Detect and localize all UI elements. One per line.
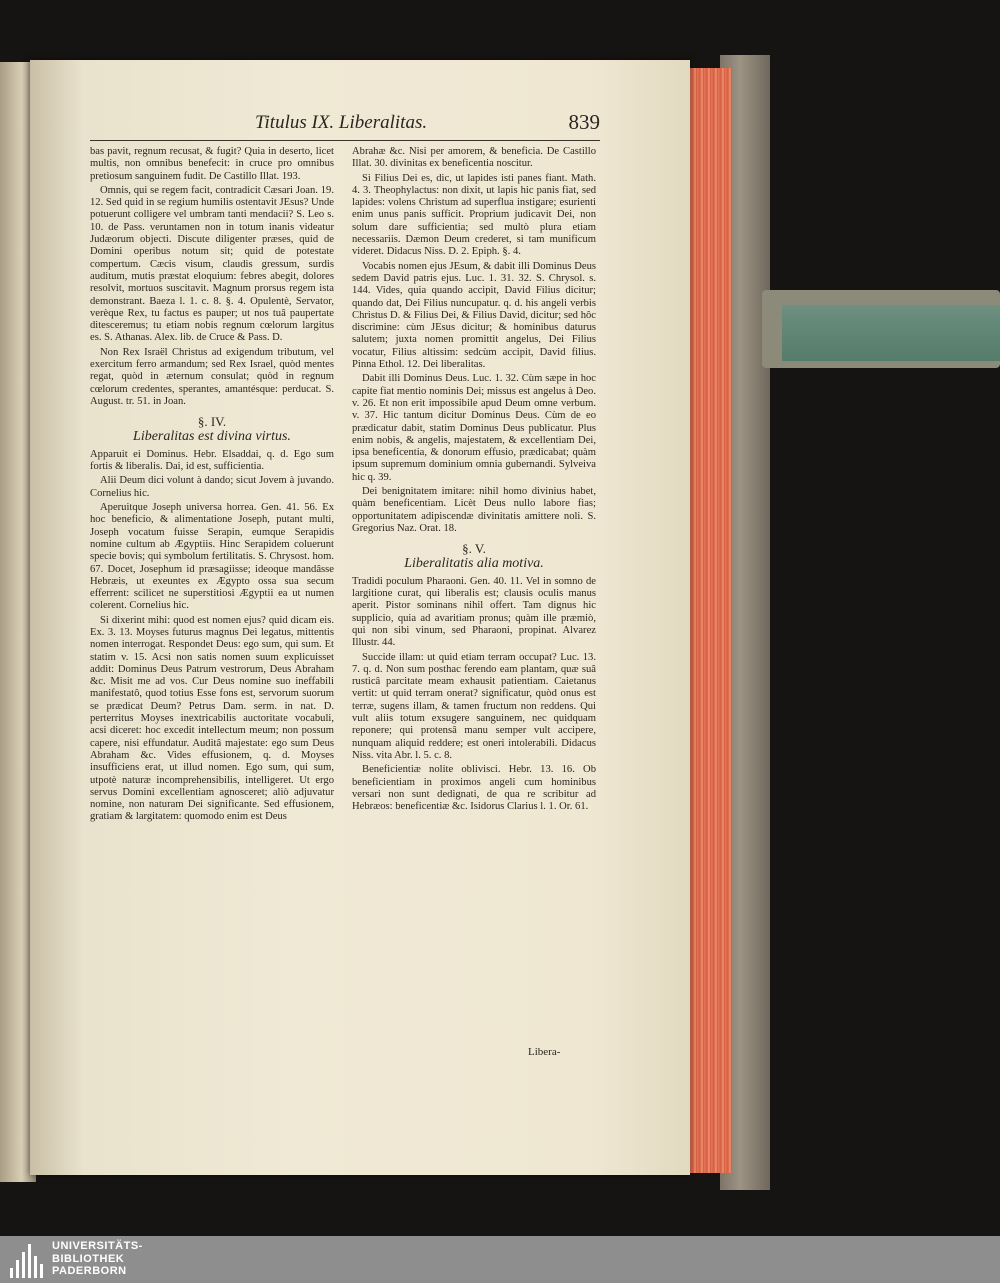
catchword: Libera- [528,1046,561,1058]
paragraph: Tradidi poculum Pharaoni. Gen. 40. 11. Vel in somno de largitione curat, qui liberalis est; clausis oculis manus aperit. Pistor sominans nihil offert. Tam dignus hic supplicio, quia ad avaritiam pronus; quàm ille præmiò, qui non sibi vinum, sed Pharaoni, propinat. Alvarez Illustr. 44. [352,575,596,649]
paragraph: Si Filius Dei es, dic, ut lapides isti panes fiant. Math. 4. 3. Theophylactus: non dixit, ut lapis hic panis fiat, sed lapides: volens Christum ad superflua instigare; esurienti enim unus panis sufficit. Proprium judicavit Dei, non solum dare sufficientia; sed multò plura etiam necessariis. Dæmon Deum crederet, si tam munificum videret. Didacus Niss. D. 2. Epiph. §. 4. [352,172,596,258]
paragraph: Succide illam: ut quid etiam terram occupat? Luc. 13. 7. q. d. Non sum posthac ferendo eam plantam, quæ suâ rusticâ parcitate meam exhausit patientiam. Caietanus vertit: ut quid terram onerat? significatur, quòd onus est terræ, sugens illam, & tamen fructum non reddens. Qui vult aliis totum exsugere sanguinem, nec quidquam reponere; qui protensâ manu semper vult accipere, nunquam aliquid reddere; est oneri intolerabili. Didacus Niss. vita Abr. l. 5. c. 8. [352,651,596,761]
paragraph: Alii Deum dici volunt à dando; sicut Jovem à juvando. Cornelius hic. [90,475,334,499]
section-title: Liberalitas est divina virtus. [133,428,291,444]
paragraph: bas pavit, regnum recusat, & fugit? Quia in deserto, licet multis, non omnibus benefecit: in cruce pro omnibus pretiosum sanguinem fudit. De Castillo Illat. 193. [90,146,334,182]
section-number: §. V. [462,541,486,557]
paragraph: Non Rex Israël Christus ad exigendum tributum, vel exercitum ferro armandum; sed Rex Israel, quòd mentes regat, quòd in æternum consulat; quòd in regnum cœlorum credentes, sperantes, amantésque: perducat. S. August. tr. 51. in Joan. [90,346,334,407]
library-name: UNIVERSITÄTS- BIBLIOTHEK PADERBORN [52,1240,143,1277]
section-title: Liberalitatis alia motiva. [404,555,544,571]
paragraph: Aperuitque Joseph universa horrea. Gen. 41. 56. Ex hoc beneficio, & alimentatione Joseph, putant multi, Joseph vocatum fuisse Serapin, eumque Serapidis nomine cultum ab Ægyptiis. Hinc Serapidem coluerunt specie bovis; qui symbolum fertilitatis. S. Chrysost. hom. 67. Docet, Josephum id præsagiisse; ideoque mandâsse Hebræis, ut exeuntes ex Ægypto ossa sua secum efferrent: scilicet ne superstitiosi Ægyptii ea ut numen colerent. Cornelius hic. [90,502,334,612]
clasp-strap [782,305,1000,361]
library-logo-icon [8,1242,44,1278]
paragraph: Si dixerint mihi: quod est nomen ejus? quid dicam eis. Ex. 3. 13. Moyses futurus magnus Dei legatus, mittentis nomen interrogat. Respondet Deus: ego sum, qui sum. Et statim v. 15. Acsi non satis nomen suum explicuisset addit: Dominus Deus Patrum vestrorum, Deus Abraham &c. Misit me ad vos. Cur Deus nomine suo ineffabili manifestatô, quod totius Esse fons est, servorum suorum se prædicat Deum? Petrus Dam. serm. in nat. D. perterritus Moyses inextricabilis auctoritate vocabuli, acsi diceret: hoc excedit intellectum meum; non possum capere, nisi effundatur. Auditâ majestate: ego sum Deus Abraham &c. Vides effusionem, q. d. Moyses insufficiens erat, ut illud nomen. Ego sum, qui sum, utpotè naturæ incomprehensibilis, intelligeret. Ut ergo servus Domini excellentiam agnosceret; aliò adjuvatur nomine, non naturam Dei significante. Sed effusionem, gratiam & largitatem: quomodo enim est Deus [90,614,334,823]
paragraph: Beneficientiæ nolite oblivisci. Hebr. 13. 16. Ob beneficientiam in proximos angeli cum hominibus versari non sunt dedignati, de qua re scribitur ad Hebræos: beneficentiæ &c. Isidorus Clarius l. 1. Or. 61. [352,764,596,813]
paragraph: Apparuit ei Dominus. Hebr. Elsaddai, q. d. Ego sum fortis & liberalis. Dai, id est, sufficientia. [90,448,334,473]
page-number: 839 [568,110,600,134]
running-title: Titulus IX. Liberalitas. [255,112,428,133]
left-column [90,146,334,826]
running-header [90,112,600,142]
paragraph: Dei benignitatem imitare: nihil homo divinius habet, quàm beneficentiam. Licèt Deus nullo labore fias; opportunitatem adipiscendæ divinitatis amittere noli. S. Gregorius Naz. Orat. 18. [352,486,596,534]
paragraph: Dabit illi Dominus Deus. Luc. 1. 32. Cùm sæpe in hoc capite fiat mentio nominis Dei; missus est angelus à Deo. v. 26. Et non erit impossibile apud Deum omne verbum. v. 37. Hic tantum dicitur Dominus Deus. Cùm de eo prædicatur dabit, statim Dominus Deus publicatur. Plus enim nobis, & angelis, majestatem, & excellentiam Dei, ipsa beneficentia, & donorum effusio, prædicabat; quàm ipsum supremum dominium omnia gubernandi. Sylveiva hic q. 39. [352,373,596,483]
right-column [352,146,596,815]
library-footer [0,1236,1000,1283]
paragraph: Omnis, qui se regem facit, contradicit Cæsari Joan. 19. 12. Sed quid in se regium humilis ostentavit JEsus? Unde potuerunt colligere vel umbram tanti mendacii? S. Leo s. 10. de Pass. veruntamen non in totum inanis videatur Judæorum objecti. Discute diligenter præses, quid de Domini operibus notum sit; quid de potestate compertum. Cæcis visum, claudis gressum, surdis auditum, mutis præstat eloquium: febres abegit, dolores resolvit, mortuos suscitavit. Magnum prorsus regem ista demonstrant. Baeza l. 1. c. 8. §. 4. Opulentè, Servator, verèque Rex, tu factus es pauper; ut nos tuâ paupertate ditesceremus; tu etiam nobis regnum cœlorum largitus es. S. Athanas. Alex. lib. de Cruce & Pass. D. [90,184,334,344]
section-number: §. IV. [197,414,227,430]
paragraph: Abrahæ &c. Nisi per amorem, & beneficia. De Castillo Illat. 30. divinitas ex beneficentia noscitur. [352,146,596,170]
header-rule [90,140,600,141]
paragraph: Vocabis nomen ejus JEsum, & dabit illi Dominus Deus sedem David patris ejus. Luc. 1. 31. 32. S. Chrysol. s. 144. Vides, quia quando accipit, David Filius dicitur; quando dat, Dei Filius nuncupatur. q. d. his angeli verbis Christus D. & Filius Dei, & Filius David, dicitur; sed hôc discrimine: cùm JEsus dicitur; & hominibus daturus salutem; juxta nomen promittit angelus, Dei Filius vocatur, Filius altissim: sedcùm accipit, David filius. Pinna Ethol. 12. Dei liberalitas. [352,260,596,371]
